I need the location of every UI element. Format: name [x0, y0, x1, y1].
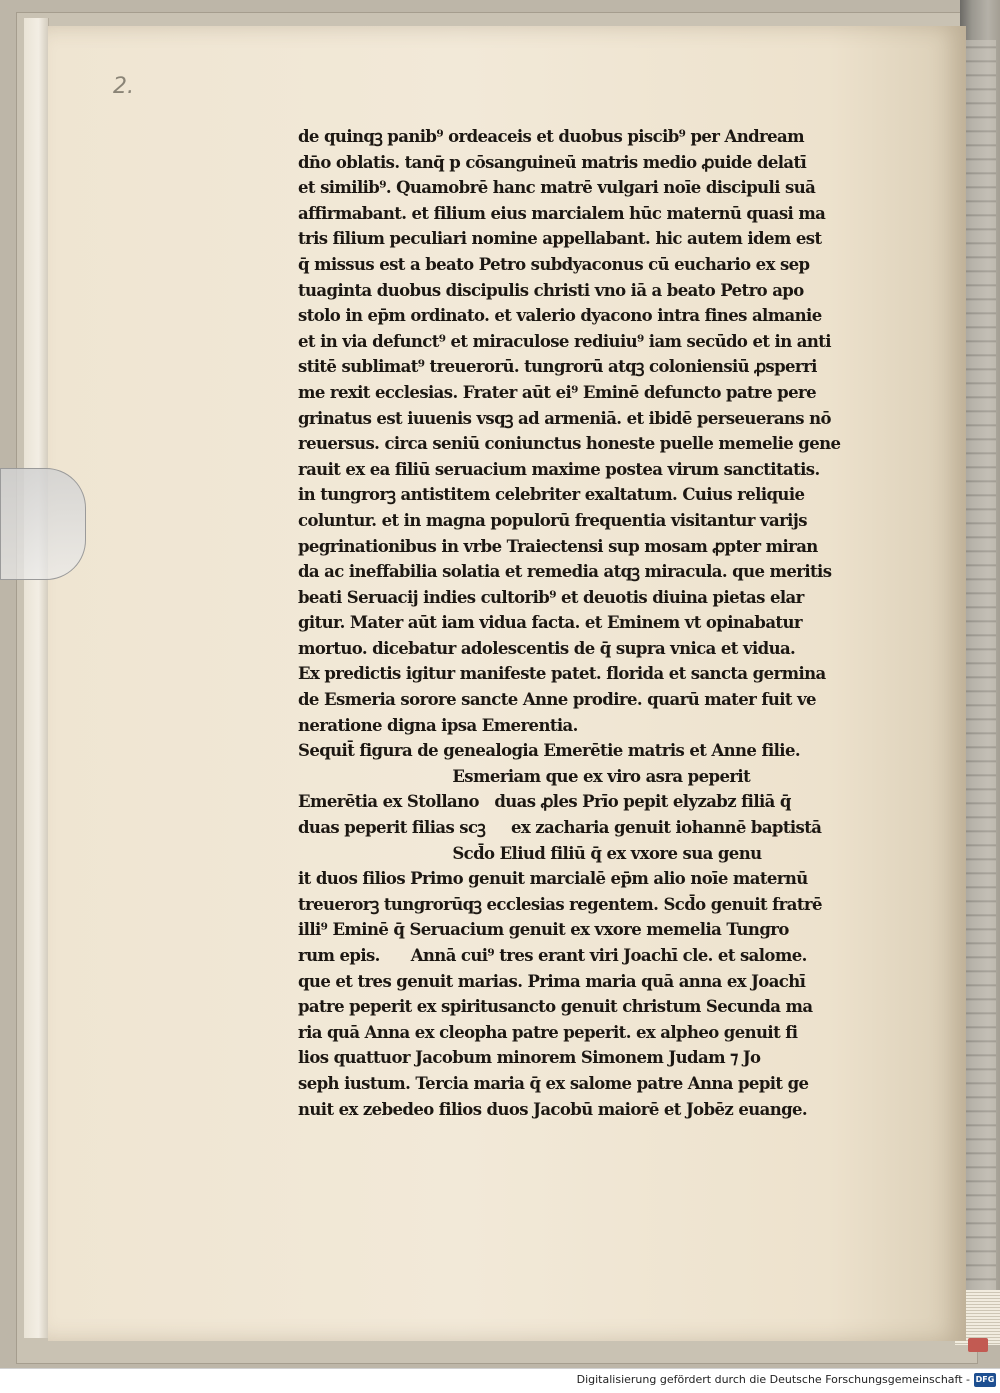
text-line: lios quattuor Jacobum minorem Simonem Judam ⁊ Jo: [298, 1048, 761, 1068]
red-marker: [968, 1338, 988, 1352]
text-line: tris filium peculiari nomine appellabant. hic autem idem est: [298, 229, 822, 249]
text-line: rauit ex ea filiū seruacium maxime postea virum sanctitatis.: [298, 459, 820, 479]
text-line: beati Seruacij indies cultorib⁹ et deuotis diuina pietas elar: [298, 587, 804, 607]
text-line: que et tres genuit marias. Prima maria quā anna ex Joachī: [298, 971, 806, 991]
text-line: Scd̄o Eliud filiū q̄ ex vxore sua genu: [298, 843, 762, 863]
text-line: et in via defunct⁹ et miraculose rediuiu⁹ iam secūdo et in anti: [298, 331, 831, 351]
text-line: treuerorꝫ tungrorūqꝫ ecclesias regentem. Scd̄o genuit fratrē: [298, 894, 822, 914]
text-line: illi⁹ Eminē q̄ Seruacium genuit ex vxore memelia Tungro: [298, 920, 789, 940]
text-line: nuit ex zebedeo filios duos Jacobū maiorē et Jobēz euange.: [298, 1099, 808, 1119]
text-line: coluntur. et in magna populorū frequentia visitantur varijs: [298, 510, 807, 530]
footer-bar: [0, 1368, 1000, 1393]
dfg-logo: DFG: [974, 1373, 996, 1387]
text-line: me rexit ecclesias. Frater aūt ei⁹ Eminē defuncto patre pere: [298, 382, 816, 402]
text-line: rum epis. Annā cui⁹ tres erant viri Joachī cle. et salome.: [298, 946, 807, 965]
text-line: da ac ineffabilia solatia et remedia atqꝫ miracula. que meritis: [298, 562, 832, 582]
text-line: stitē sublimat⁹ treuerorū. tungrorū atqꝫ coloniensiū ꝓsperri: [298, 357, 817, 377]
text-line: de quinqꝫ panib⁹ ordeaceis et duobus piscib⁹ per Andream: [298, 127, 804, 146]
text-line: de Esmeria sorore sancte Anne prodire. quarū mater fuit ve: [298, 690, 816, 710]
text-block: [298, 124, 913, 1122]
text-line: stolo in ep̄m ordinato. et valerio dyacono intra fines almanie: [298, 306, 822, 326]
text-line: pegrinationibus in vrbe Traiectensi sup mosam ꝓpter miran: [298, 536, 818, 556]
text-line: it duos filios Primo genuit marcialē ep̄m alio noīe maternū: [298, 869, 808, 889]
adjacent-page-text: [962, 40, 996, 1290]
text-line: ria quā Anna ex cleopha patre peperit. ex alpheo genuit fi: [298, 1022, 798, 1042]
text-line: grinatus est iuuenis vsqꝫ ad armeniā. et ibidē perseuerans nō: [298, 408, 831, 428]
text-line: in tungrorꝫ antistitem celebriter exaltatum. Cuius reliquie: [298, 485, 805, 505]
text-line: Sequit̄ figura de genealogia Emerētie matris et Anne filie.: [298, 741, 800, 761]
text-line: tuaginta duobus discipulis christi vno iā a beato Petro apo: [298, 280, 804, 300]
text-line: Ex predictis igitur manifeste patet. florida et sancta germina: [298, 664, 826, 684]
text-line: gitur. Mater aūt iam vidua facta. et Eminem vt opinabatur: [298, 613, 802, 633]
text-line: Emerētia ex Stollano duas ꝓles Prīo pepit elyzabz filiā q̄: [298, 792, 791, 812]
book-fore-edge: [24, 18, 49, 1338]
page-clip: [0, 468, 86, 580]
text-line: Esmeriam que ex viro asra peperit: [298, 766, 751, 786]
footer-credit: Digitalisierung gefördert durch die Deutsche Forschungsgemeinschaft -: [576, 1373, 970, 1386]
page-number: 2.: [113, 74, 134, 99]
text-line: affirmabant. et filium eius marcialem hūc maternū quasi ma: [298, 203, 826, 223]
text-line: q̄ missus est a beato Petro subdyaconus cū euchario ex sep: [298, 254, 810, 274]
text-line: dn̄o oblatis. tanq̄ p cōsanguineū matris medio ꝓuide delatī: [298, 152, 807, 172]
text-line: et similib⁹. Quamobrē hanc matrē vulgari noīe discipuli suā: [298, 178, 816, 198]
text-line: reuersus. circa seniū coniunctus honeste puelle memelie gene: [298, 434, 841, 454]
text-line: neratione digna ipsa Emerentia.: [298, 715, 578, 735]
text-line: mortuo. dicebatur adolescentis de q̄ supra vnica et vidua.: [298, 638, 796, 658]
text-line: patre peperit ex spiritusancto genuit christum Secunda ma: [298, 997, 813, 1017]
text-line: seph iustum. Tercia maria q̄ ex salome patre Anna pepit ge: [298, 1073, 809, 1093]
text-line: duas peperit filias scꝫ ex zacharia genuit iohannē baptistā: [298, 818, 822, 838]
manuscript-page: [48, 26, 966, 1341]
